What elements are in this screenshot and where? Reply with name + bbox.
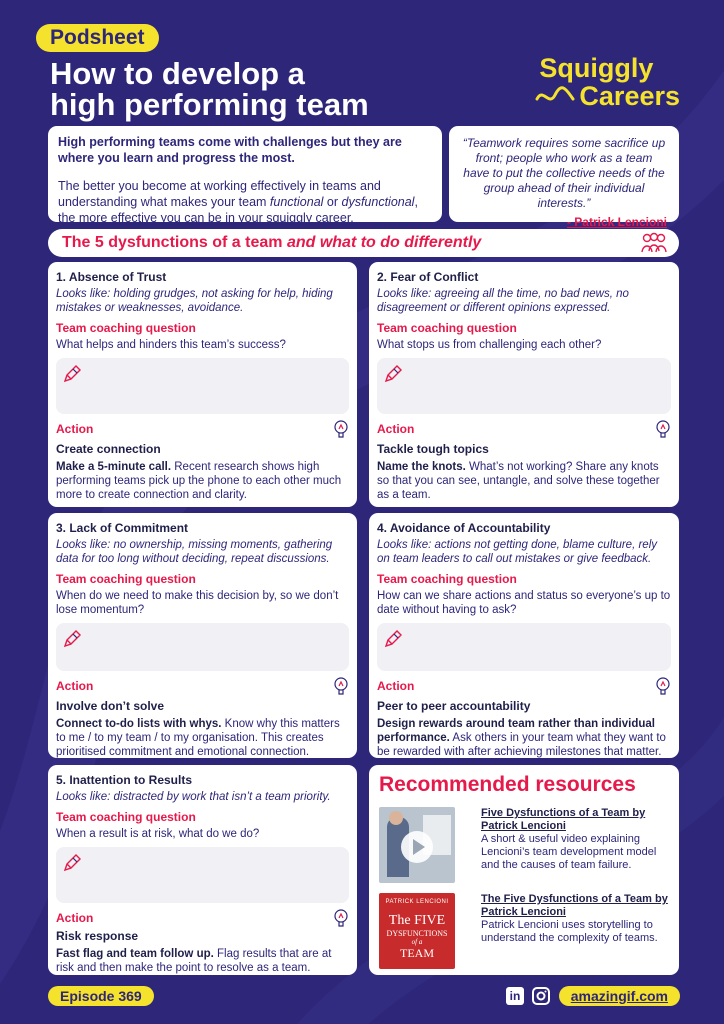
resource-item: Five Dysfunctions of a Team by Patrick Lencioni A short & useful video explaining Lencioni’s team development model and the causes of team failure. xyxy=(379,807,669,883)
lightbulb-icon xyxy=(333,909,349,927)
resources-card xyxy=(369,765,679,975)
notes-field[interactable] xyxy=(377,623,671,671)
resource-link[interactable]: Five Dysfunctions of a Team by Patrick Lencioni xyxy=(481,807,646,832)
quote-text: “Teamwork requires some sacrifice up front; people who work as a team have to put the collective needs of the group ahead of their individual interests.” xyxy=(462,136,666,210)
website-link[interactable]: amazingif.com xyxy=(559,986,680,1006)
section-banner: The 5 dysfunctions of a team and what to do differently xyxy=(48,229,679,257)
notes-field[interactable] xyxy=(56,358,349,414)
dysfunction-card-3: 3. Lack of Commitment Looks like: no ownership, missing moments, gathering data for too long without deciding, repeat discussions. Team coaching question When do we need to make this decision by, so we don’t lose momentum? Action Involve don’t solve Connect to-do lists with whys. Know why this matters to me / to my team / to my organisation. This creates prioritised commitment and emotional connection. xyxy=(48,513,357,758)
notes-field[interactable] xyxy=(377,358,671,414)
episode-badge: Episode 369 xyxy=(48,986,154,1006)
video-thumbnail[interactable] xyxy=(379,807,455,883)
notes-field[interactable] xyxy=(56,623,349,671)
quote-author: - Patrick Lencioni xyxy=(566,215,667,229)
lightbulb-icon xyxy=(333,677,349,695)
pencil-icon xyxy=(62,629,82,649)
instagram-icon[interactable] xyxy=(532,987,550,1005)
intro-body: The better you become at working effectively in teams and understanding what makes your team functional or dysfunctional, the more effective you can be in your squiggly career. xyxy=(58,179,418,225)
people-icon xyxy=(641,232,667,254)
intro-card xyxy=(48,126,442,225)
pencil-icon xyxy=(62,853,82,873)
dysfunction-card-1: 1. Absence of Trust Looks like: holding grudges, not asking for help, hiding mistakes or weaknesses, avoidance. Team coaching question What helps and hinders this team’s success? Action Create connection Make a 5-minute call. Recent research shows high performing teams pick up the phone to each other much more to create connection and clarity. xyxy=(48,262,357,507)
lightbulb-icon xyxy=(655,420,671,438)
pencil-icon xyxy=(62,364,82,384)
notes-field[interactable] xyxy=(56,847,349,903)
resources-title: Recommended resources xyxy=(379,773,636,796)
pencil-icon xyxy=(383,629,403,649)
linkedin-icon[interactable]: in xyxy=(506,987,524,1005)
quote-card xyxy=(449,126,679,229)
brand-logo: Squiggly Careers xyxy=(535,54,680,110)
dysfunction-card-4: 4. Avoidance of Accountability Looks like: actions not getting done, blame culture, rely on team leaders to call out mistakes or give feedback. Team coaching question How can we share actions and status so everyone’s up to date without having to ask? Action Peer to peer accountability Design rewards around team rather than individual performance. Ask others in your team what they want to be rewarded with after achieving milestones that matter. xyxy=(369,513,679,758)
dysfunction-card-2: 2. Fear of Conflict Looks like: agreeing all the time, no bad news, no disagreement or different opinions expressed. Team coaching question What stops us from challenging each other? Action Tackle tough topics Name the knots. What’s not working? Share any knots so that you can see, untangle, and solve these together as a team. xyxy=(369,262,679,507)
lightbulb-icon xyxy=(333,420,349,438)
podsheet-pill: Podsheet xyxy=(36,24,159,52)
pencil-icon xyxy=(383,364,403,384)
squiggle-icon xyxy=(535,85,575,107)
lightbulb-icon xyxy=(655,677,671,695)
play-icon xyxy=(379,807,455,883)
page-title: How to develop a high performing team xyxy=(50,56,369,122)
book-cover[interactable]: PATRICK LENCIONI The FIVE DYSFUNCTIONS of a TEAM xyxy=(379,893,455,969)
intro-lead: High performing teams come with challenges but they are where you learn and progress the most. xyxy=(58,135,402,165)
social-links xyxy=(506,987,550,1005)
resource-link[interactable]: The Five Dysfunctions of a Team by Patrick Lencioni xyxy=(481,893,668,918)
dysfunction-card-5: 5. Inattention to Results Looks like: distracted by work that isn’t a team priority. Team coaching question When a result is at risk, what do we do? Action Risk response Fast flag and team follow up. Flag results that are at risk and then make the point to resolve as a team. xyxy=(48,765,357,975)
resource-item: PATRICK LENCIONI The FIVE DYSFUNCTIONS of a TEAM The Five Dysfunctions of a Team by Patrick Lencioni Patrick Lencioni uses storytelling to understand the complexity of teams. xyxy=(379,893,669,969)
